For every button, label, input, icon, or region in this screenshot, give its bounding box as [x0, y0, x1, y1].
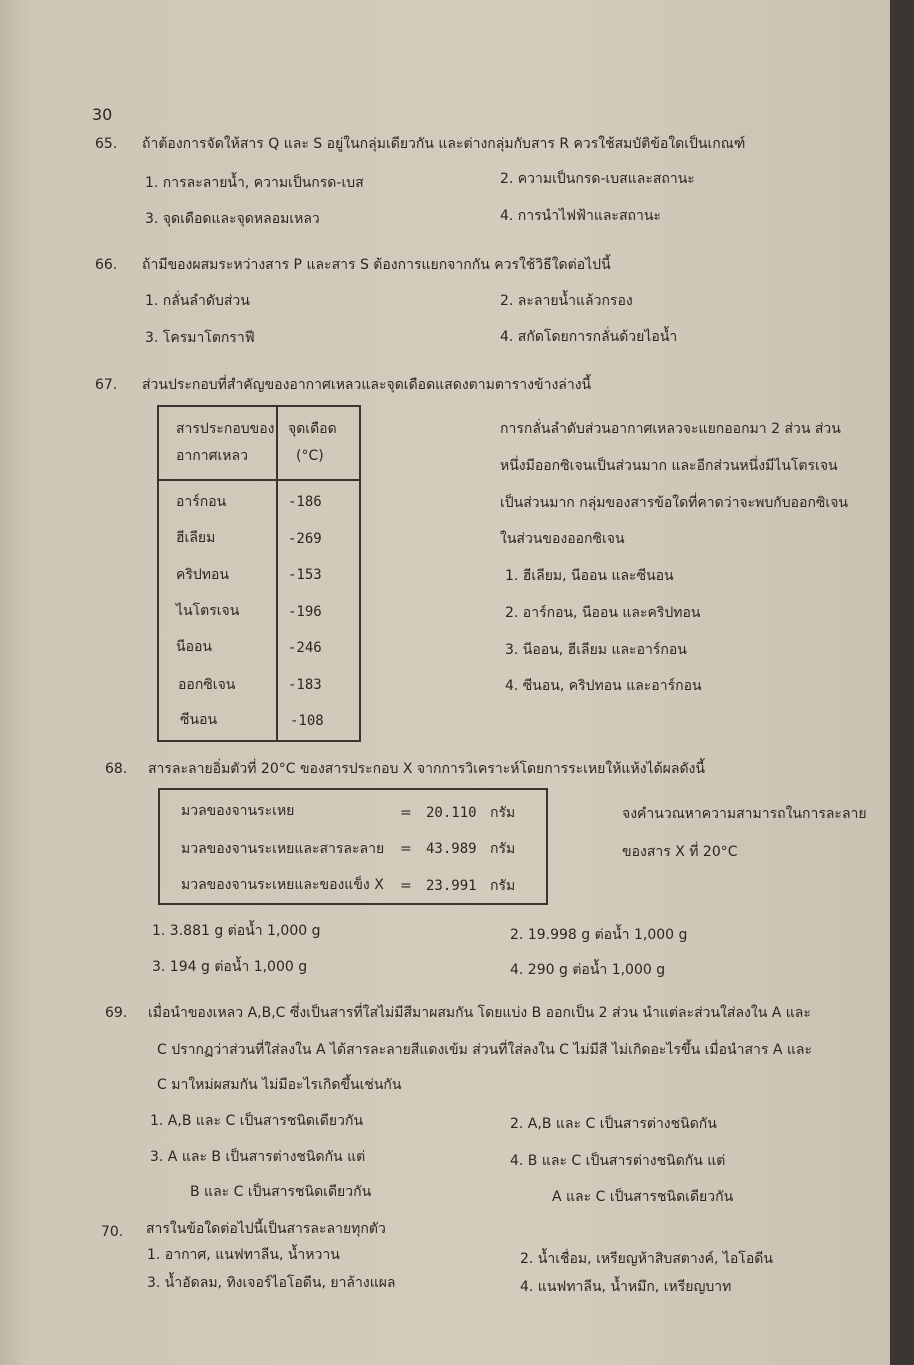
box-row-equals: = — [400, 805, 412, 821]
q68-text: สารละลายอิ่มตัวที่ 20°C ของสารประกอบ X จากการวิเคราะห์โดยการระเหยให้แห้งได้ผลดังนี้ — [148, 761, 705, 777]
q68-choice-3: 3. 194 g ต่อน้ำ 1,000 g — [152, 959, 308, 975]
table-row-bp: -246 — [288, 640, 322, 656]
q66-choice-4: 4. สกัดโดยการกลั่นด้วยไอน้ำ — [500, 329, 678, 345]
q68-choice-2: 2. 19.998 g ต่อน้ำ 1,000 g — [510, 927, 688, 943]
q67-description-line: เป็นส่วนมาก กลุ่มของสารข้อใดที่คาดว่าจะพบกับออกซิเจน — [500, 495, 848, 511]
q68-side-text: จงคำนวณหาความสามารถในการละลาย — [622, 806, 867, 822]
q68-choice-4: 4. 290 g ต่อน้ำ 1,000 g — [510, 962, 666, 978]
q69-text-line: C มาใหม่ผสมกัน ไม่มีอะไรเกิดขึ้นเช่นกัน — [157, 1077, 402, 1093]
table-row-name: ไนโตรเจน — [176, 603, 240, 619]
q67-description-line: การกลั่นลำดับส่วนอากาศเหลวจะแยกออกมา 2 ส่วน ส่วน — [500, 421, 841, 437]
table-row-name: ซีนอน — [180, 712, 218, 728]
table-row-bp: -186 — [288, 494, 322, 510]
box-row-equals: = — [400, 878, 412, 894]
box-row-equals: = — [400, 841, 412, 857]
q70-choice-1: 1. อากาศ, แนฟทาลีน, น้ำหวาน — [147, 1247, 340, 1263]
q66-number: 66. — [95, 257, 118, 273]
q65-choice-4: 4. การนำไฟฟ้าและสถานะ — [500, 208, 661, 224]
q67-number: 67. — [95, 377, 118, 393]
table-header-divider — [157, 479, 361, 481]
q69-choice-3: 3. A และ B เป็นสารต่างชนิดกัน แต่ — [150, 1149, 366, 1165]
q69-text-line: C ปรากฏว่าส่วนที่ใส่ลงใน A ได้สารละลายสีแดงเข้ม ส่วนที่ใส่ลงใน C ไม่มีสี ไม่เกิดอะไรขึ้น เมื่อนำสาร A และ — [157, 1042, 812, 1058]
q67-choice-2: 2. อาร์กอน, นีออน และคริปทอน — [505, 605, 701, 621]
q69-choice-1: 1. A,B และ C เป็นสารชนิดเดียวกัน — [150, 1113, 364, 1129]
q65-number: 65. — [95, 136, 118, 152]
box-row-unit: กรัม — [490, 805, 516, 821]
table-row-bp: -108 — [290, 713, 324, 729]
q70-text: สารในข้อใดต่อไปนี้เป็นสารละลายทุกตัว — [146, 1221, 386, 1237]
q65-text: ถ้าต้องการจัดให้สาร Q และ S อยู่ในกลุ่มเดียวกัน และต่างกลุ่มกับสาร R ควรใช้สมบัติข้อใดเป็นเกณฑ์ — [142, 136, 746, 152]
table-row-name: ฮีเลียม — [176, 530, 216, 546]
box-row-label: มวลของจานระเหย — [181, 803, 295, 819]
q65-choice-3: 3. จุดเดือดและจุดหลอมเหลว — [145, 211, 320, 227]
q65-choice-2: 2. ความเป็นกรด-เบสและสถานะ — [500, 171, 695, 187]
q66-choice-3: 3. โครมาโตกราฟี — [145, 330, 255, 346]
q65-choice-1: 1. การละลายน้ำ, ความเป็นกรด-เบส — [145, 175, 364, 191]
q68-number: 68. — [105, 761, 128, 777]
table-header-compound-2: อากาศเหลว — [176, 448, 248, 464]
table-row-bp: -269 — [288, 531, 322, 547]
table-row-bp: -196 — [288, 604, 322, 620]
q67-choice-3: 3. นีออน, ฮีเลียม และอาร์กอน — [505, 642, 687, 658]
q67-text: ส่วนประกอบที่สำคัญของอากาศเหลวและจุดเดือดแสดงตามตารางข้างล่างนี้ — [142, 377, 592, 393]
q66-choice-2: 2. ละลายน้ำแล้วกรอง — [500, 293, 633, 309]
box-row-value: 43.989 — [426, 841, 477, 857]
table-header-compound-1: สารประกอบของ — [176, 421, 275, 437]
box-row-value: 23.991 — [426, 878, 477, 894]
table-row-name: อาร์กอน — [176, 494, 227, 510]
q68-choice-1: 1. 3.881 g ต่อน้ำ 1,000 g — [152, 923, 321, 939]
box-row-label: มวลของจานระเหยและของแข็ง X — [181, 877, 384, 893]
q69-number: 69. — [105, 1005, 128, 1021]
table-row-name: ออกซิเจน — [178, 677, 236, 693]
q66-text: ถ้ามีของผสมระหว่างสาร P และสาร S ต้องการแยกจากกัน ควรใช้วิธีใดต่อไปนี้ — [142, 257, 611, 273]
q70-number: 70. — [101, 1224, 124, 1240]
q68-side-text: ของสาร X ที่ 20°C — [622, 844, 738, 860]
q69-text-line: เมื่อนำของเหลว A,B,C ซึ่งเป็นสารที่ใสไม่มีสีมาผสมกัน โดยแบ่ง B ออกเป็น 2 ส่วน นำแต่ละส่วนใส่ลงใน A และ — [148, 1005, 811, 1021]
q67-description-line: หนึ่งมีออกซิเจนเป็นส่วนมาก และอีกส่วนหนึ่งมีไนโตรเจน — [500, 458, 838, 474]
table-row-bp: -153 — [288, 567, 322, 583]
q69-choice-4-cont: A และ C เป็นสารชนิดเดียวกัน — [552, 1189, 734, 1205]
table-row-bp: -183 — [288, 677, 322, 693]
q67-choice-4: 4. ซีนอน, คริปทอน และอาร์กอน — [505, 678, 702, 694]
q66-choice-1: 1. กลั่นลำดับส่วน — [145, 293, 250, 309]
q69-choice-4: 4. B และ C เป็นสารต่างชนิดกัน แต่ — [510, 1153, 726, 1169]
table-column-divider — [276, 405, 278, 740]
box-row-unit: กรัม — [490, 841, 516, 857]
box-row-value: 20.110 — [426, 805, 477, 821]
q69-choice-2: 2. A,B และ C เป็นสารต่างชนิดกัน — [510, 1116, 717, 1132]
q67-choice-1: 1. ฮีเลียม, นีออน และซีนอน — [505, 568, 674, 584]
table-row-name: คริปทอน — [176, 567, 229, 583]
table-header-bp-2: (°C) — [296, 448, 324, 464]
box-row-unit: กรัม — [490, 878, 516, 894]
q69-choice-3-cont: B และ C เป็นสารชนิดเดียวกัน — [190, 1184, 372, 1200]
page-number: 30 — [92, 105, 113, 124]
q67-description-line: ในส่วนของออกซิเจน — [500, 531, 625, 547]
q70-choice-2: 2. น้ำเชื่อม, เหรียญห้าสิบสตางค์, ไอโอดีน — [520, 1251, 773, 1267]
table-row-name: นีออน — [176, 639, 212, 655]
q70-choice-3: 3. น้ำอัดลม, ทิงเจอร์ไอโอดีน, ยาล้างแผล — [147, 1275, 396, 1291]
q70-choice-4: 4. แนฟทาลีน, น้ำหมึก, เหรียญบาท — [520, 1279, 732, 1295]
box-row-label: มวลของจานระเหยและสารละลาย — [181, 841, 385, 857]
table-header-bp-1: จุดเดือด — [288, 421, 337, 437]
